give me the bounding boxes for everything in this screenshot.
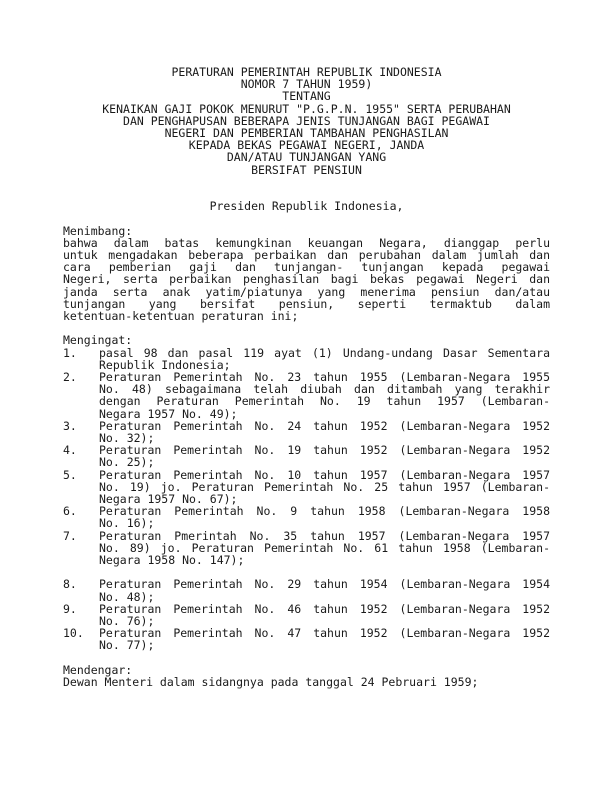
list-item-body [99, 603, 550, 627]
menimbang-line: tunjangan yang bersifat pensiun, seperti termaktub dalam [63, 296, 550, 311]
menimbang-line: ketentuan-ketentuan peraturan ini; [63, 309, 299, 324]
list-item-number: 1. [63, 345, 77, 360]
list-item-line: Peraturan Pemerintah No. 29 tahun 1954 (Lembaran-Negara 1954 [99, 577, 550, 592]
list-item-line: pasal 98 dan pasal 119 ayat (1) Undang-undang Dasar Sementara [99, 345, 550, 360]
list-item-line: No. 77); [99, 638, 155, 653]
doc-title-line: PERATURAN PEMERINTAH REPUBLIK INDONESIA [171, 65, 442, 79]
list-item-line: dengan Peraturan Pemerintah No. 19 tahun 1957 (Lembaran- [99, 394, 550, 409]
doc-title-line: TENTANG [282, 89, 331, 104]
list-item-line: No. 32); [99, 431, 155, 446]
doc-title-line: KENAIKAN GAJI POKOK MENURUT "P.G.P.N. 1955" SERTA PERUBAHAN [102, 101, 511, 116]
list-item-line: Peraturan Pmerintah No. 35 tahun 1957 (Lembaran-Negara 1957 [99, 528, 550, 543]
blank-line [63, 322, 550, 334]
list-item-line: Peraturan Pemerintah No. 47 tahun 1952 (Lembaran-Negara 1952 [99, 626, 550, 641]
list-item-line: No. 16); [99, 516, 155, 531]
list-item-number: 6. [63, 504, 77, 519]
document-body [63, 66, 550, 688]
list-item-line: No. 76); [99, 614, 155, 629]
list-item-number: 8. [63, 577, 77, 592]
list-item-line: Peraturan Pemerintah No. 19 tahun 1952 (Lembaran-Negara 1952 [99, 443, 550, 458]
list-item-line: Negara 1957 No. 67); [99, 492, 238, 507]
list-item-number: 4. [63, 443, 77, 458]
list-item-body [99, 627, 550, 651]
list-item-number: 2. [63, 370, 77, 385]
list-item-line: No. 89) jo. Peraturan Pemerintah No. 61 tahun 1958 (Lembaran- [99, 540, 550, 555]
list-item-line: No. 48) sebagaimana telah diubah dan ditambah yang terakhir [99, 382, 550, 397]
doc-title-line: DAN PENGHAPUSAN BEBERAPA JENIS TUNJANGAN BAGI PEGAWAI [123, 113, 490, 128]
doc-title-line: DAN/ATAU TUNJANGAN YANG [226, 150, 387, 165]
list-item-number: 5. [63, 467, 77, 482]
blank-line [63, 652, 550, 664]
list-item [63, 505, 550, 529]
list-item [63, 347, 550, 371]
list-item-number: 7. [63, 528, 77, 543]
list-item-body [99, 371, 550, 420]
list-item-body [99, 444, 550, 468]
list-item-line: Negara 1957 No. 49); [99, 406, 238, 421]
list-item-number: 9. [63, 601, 77, 616]
doc-title-line: BERSIFAT PENSIUN [251, 162, 362, 177]
list-item [63, 420, 550, 444]
blank-line [63, 176, 550, 188]
list-item-body [99, 347, 550, 371]
list-item-line: No. 25); [99, 455, 155, 470]
list-item-body [99, 530, 550, 567]
list-item-number: 10. [63, 626, 84, 641]
list-item-number: 3. [63, 418, 77, 433]
mendengar-line: Dewan Menteri dalam sidangnya pada tanggal 24 Pebruari 1959; [63, 675, 479, 690]
list-item-line: Peraturan Pemerintah No. 10 tahun 1957 (Lembaran-Negara 1957 [99, 467, 550, 482]
list-item-body [99, 578, 550, 602]
mendengar-label: Mendengar: [63, 662, 133, 677]
list-item-body [99, 469, 550, 506]
list-item-line: Negara 1958 No. 147); [99, 553, 245, 568]
doc-title-line: KEPADA BEKAS PEGAWAI NEGERI, JANDA [188, 138, 425, 153]
list-item [63, 603, 550, 627]
list-item [63, 371, 550, 420]
blank-line [63, 212, 550, 224]
menimbang-line: bahwa dalam batas kemungkinan keuangan Negara, dianggap perlu [63, 235, 550, 250]
doc-title-line: NEGERI DAN PEMBERIAN TAMBAHAN PENGHASILAN [164, 126, 449, 141]
list-item-line: Peraturan Pemerintah No. 46 tahun 1952 (Lembaran-Negara 1952 [99, 601, 550, 616]
menimbang-line: untuk mengadakan beberapa perbaikan dan perubahan dalam jumlah dan [63, 248, 550, 262]
list-item-line: Peraturan Pemerintah No. 9 tahun 1958 (Lembaran-Negara 1958 [99, 504, 550, 519]
list-item [63, 469, 550, 506]
list-item-line: No. 19) jo. Peraturan Pemerintah No. 25 tahun 1957 (Lembaran- [99, 479, 550, 494]
menimbang-label: Menimbang: [63, 223, 133, 238]
list-item [63, 444, 550, 468]
list-item-body [99, 420, 550, 444]
list-item [63, 578, 550, 602]
list-item-line: No. 48); [99, 589, 155, 604]
list-item-line: Peraturan Pemerintah No. 23 tahun 1955 (Lembaran-Negara 1955 [99, 370, 550, 385]
list-item-body [99, 505, 550, 529]
menimbang-line: Negeri, serta perbaikan penghasilan bagi bekas pegawai Negeri dan [63, 272, 550, 287]
list-item-line: Peraturan Pemerintah No. 24 tahun 1952 (Lembaran-Negara 1952 [99, 418, 550, 433]
menimbang-line: janda serta anak yatim/piatunya yang menerima pensiun dan/atau [63, 284, 550, 299]
list-item [63, 530, 550, 567]
list-item [63, 627, 550, 651]
doc-title-line: NOMOR 7 TAHUN 1959) [240, 77, 373, 92]
salutation: Presiden Republik Indonesia, [209, 199, 404, 214]
mengingat-label: Mengingat: [63, 333, 133, 348]
list-item-line: Republik Indonesia; [99, 357, 231, 372]
menimbang-line: cara pemberian gaji dan tunjangan- tunjangan kepada pegawai [63, 260, 550, 275]
